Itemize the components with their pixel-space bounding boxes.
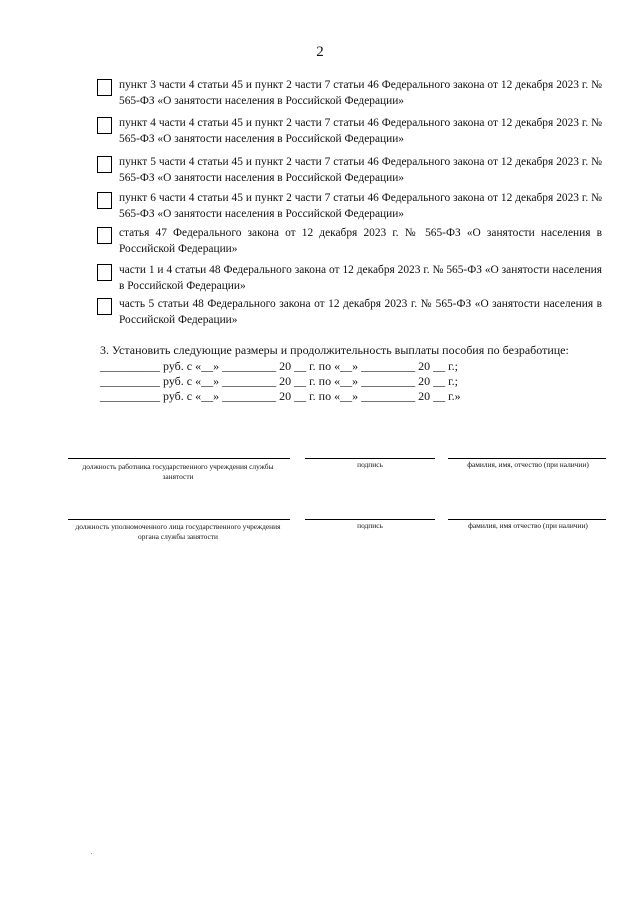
signature-line-name: [448, 519, 606, 520]
checkbox[interactable]: [97, 79, 112, 96]
checkbox-label: часть 5 статьи 48 Федерального закона от 12 декабря 2023 г. № 565-ФЗ «О занятости населения в Российской Федерации»: [119, 298, 602, 326]
payment-row: __________ руб. с «__» _________ 20 __ г. по «__» _________ 20 __ г.;: [100, 359, 459, 373]
signature-caption-name: фамилия, имя отчество (при наличии): [468, 521, 588, 530]
checkbox-label: пункт 6 части 4 статьи 45 и пункт 2 части 7 статьи 46 Федерального закона от 12 декабря 2023 г. № 565-ФЗ «О занятости населения в Российской Федерации»: [119, 192, 602, 220]
checkbox[interactable]: [97, 156, 112, 173]
checkbox-item[interactable]: [97, 262, 602, 294]
checkbox-item[interactable]: [97, 115, 602, 147]
signature-caption-signature: подпись: [357, 460, 383, 469]
checkbox[interactable]: [97, 192, 112, 209]
checkbox[interactable]: [97, 227, 112, 244]
checkbox-item[interactable]: [97, 296, 602, 328]
checkbox-label: пункт 5 части 4 статьи 45 и пункт 2 части 7 статьи 46 Федерального закона от 12 декабря 2023 г. № 565-ФЗ «О занятости населения в Российской Федерации»: [119, 156, 602, 184]
checkbox-label: пункт 3 части 4 статьи 45 и пункт 2 части 7 статьи 46 Федерального закона от 12 декабря 2023 г. № 565-ФЗ «О занятости населения в Российской Федерации»: [119, 79, 602, 107]
signature-caption-position: должность уполномоченного лица государственного учреждения органа службы занятости: [75, 522, 281, 541]
checkbox[interactable]: [97, 298, 112, 315]
payment-row: __________ руб. с «__» _________ 20 __ г. по «__» _________ 20 __ г.;: [100, 374, 459, 388]
signature-caption-signature: подпись: [357, 521, 383, 530]
checkbox-item[interactable]: [97, 190, 602, 222]
payment-row: __________ руб. с «__» _________ 20 __ г. по «__» _________ 20 __ г.»: [100, 389, 461, 403]
checkbox-label: статья 47 Федерального закона от 12 декабря 2023 г. № 565-ФЗ «О занятости населения в Российской Федерации»: [119, 227, 602, 255]
signature-line-position: [68, 458, 290, 459]
signature-caption-name: фамилия, имя, отчество (при наличии): [467, 460, 589, 469]
signature-line-signature: [305, 519, 435, 520]
signature-line-position: [68, 519, 290, 520]
page-number: 2: [316, 44, 324, 60]
scan-speck: [91, 853, 92, 854]
signature-line-name: [448, 458, 606, 459]
signature-line-signature: [305, 458, 435, 459]
checkbox-item[interactable]: [97, 77, 602, 109]
checkbox-label: пункт 4 части 4 статьи 45 и пункт 2 части 7 статьи 46 Федерального закона от 12 декабря 2023 г. № 565-ФЗ «О занятости населения в Российской Федерации»: [119, 117, 602, 145]
checkbox-item[interactable]: [97, 225, 602, 257]
section-3-title: 3. Установить следующие размеры и продолжительность выплаты пособия по безработице:: [100, 343, 569, 357]
checkbox[interactable]: [97, 117, 112, 134]
checkbox-item[interactable]: [97, 154, 602, 186]
signature-caption-position: должность работника государственного учреждения службы занятости: [82, 462, 274, 481]
checkbox-label: части 1 и 4 статьи 48 Федерального закона от 12 декабря 2023 г. № 565-ФЗ «О занятости населения в Российской Федерации»: [119, 264, 602, 292]
checkbox[interactable]: [97, 264, 112, 281]
